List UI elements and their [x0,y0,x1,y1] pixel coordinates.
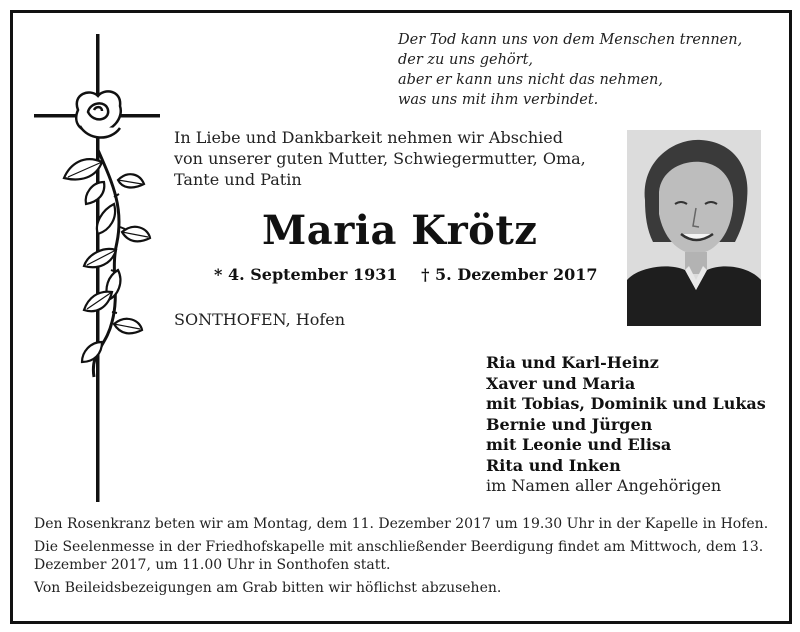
place: SONTHOFEN, Hofen [174,310,346,329]
quote-line: der zu uns gehört, [398,52,534,68]
portrait-photo [627,130,761,326]
mourner-line: mit Leonie und Elisa [486,435,672,454]
relatives-line: im Namen aller Angehörigen [486,476,722,495]
death-date: † 5. Dezember 2017 [421,265,598,284]
life-dates [214,265,615,284]
deceased-name: Maria Krötz [262,207,538,254]
mourner-line: Bernie und Jürgen [486,414,653,434]
quote [398,30,742,110]
birth-date: * 4. September 1931 [214,265,398,284]
mourner-line: Rita und Inken [486,455,621,475]
rosary-note: Den Rosenkranz beten wir am Montag, dem 11. Dezember 2017 um 19.30 Uhr in der Kapelle in Hofen. [34,516,769,532]
quote-line: Der Tod kann uns von dem Menschen trennen, [398,32,743,48]
intro-line: von unserer guten Mutter, Schwiegermutter, Oma, [174,149,586,168]
mourner-line: mit Tobias, Dominik und Lukas [486,394,766,413]
quote-line: was uns mit ihm verbindet. [398,92,599,108]
service-notes [34,515,774,602]
quote-line: aber er kann uns nicht das nehmen, [398,72,664,88]
intro-line: Tante und Patin [174,170,302,189]
funeral-note: Die Seelenmesse in der Friedhofskapelle mit anschließender Beerdigung findet am Mittwoch, dem 13. Dezember 2017, um 11.00 Uhr in Sonthofen statt. [34,539,764,573]
condolence-note: Von Beileidsbezeigungen am Grab bitten wir höflichst abzusehen. [34,580,502,596]
cross-with-rose-icon [32,32,162,504]
mourner-line: Ria und Karl-Heinz [486,353,659,372]
intro-text [174,127,619,190]
intro-line: In Liebe und Dankbarkeit nehmen wir Abschied [174,128,564,147]
mourner-line: Xaver und Maria [486,373,636,393]
mourners-list [486,353,766,497]
